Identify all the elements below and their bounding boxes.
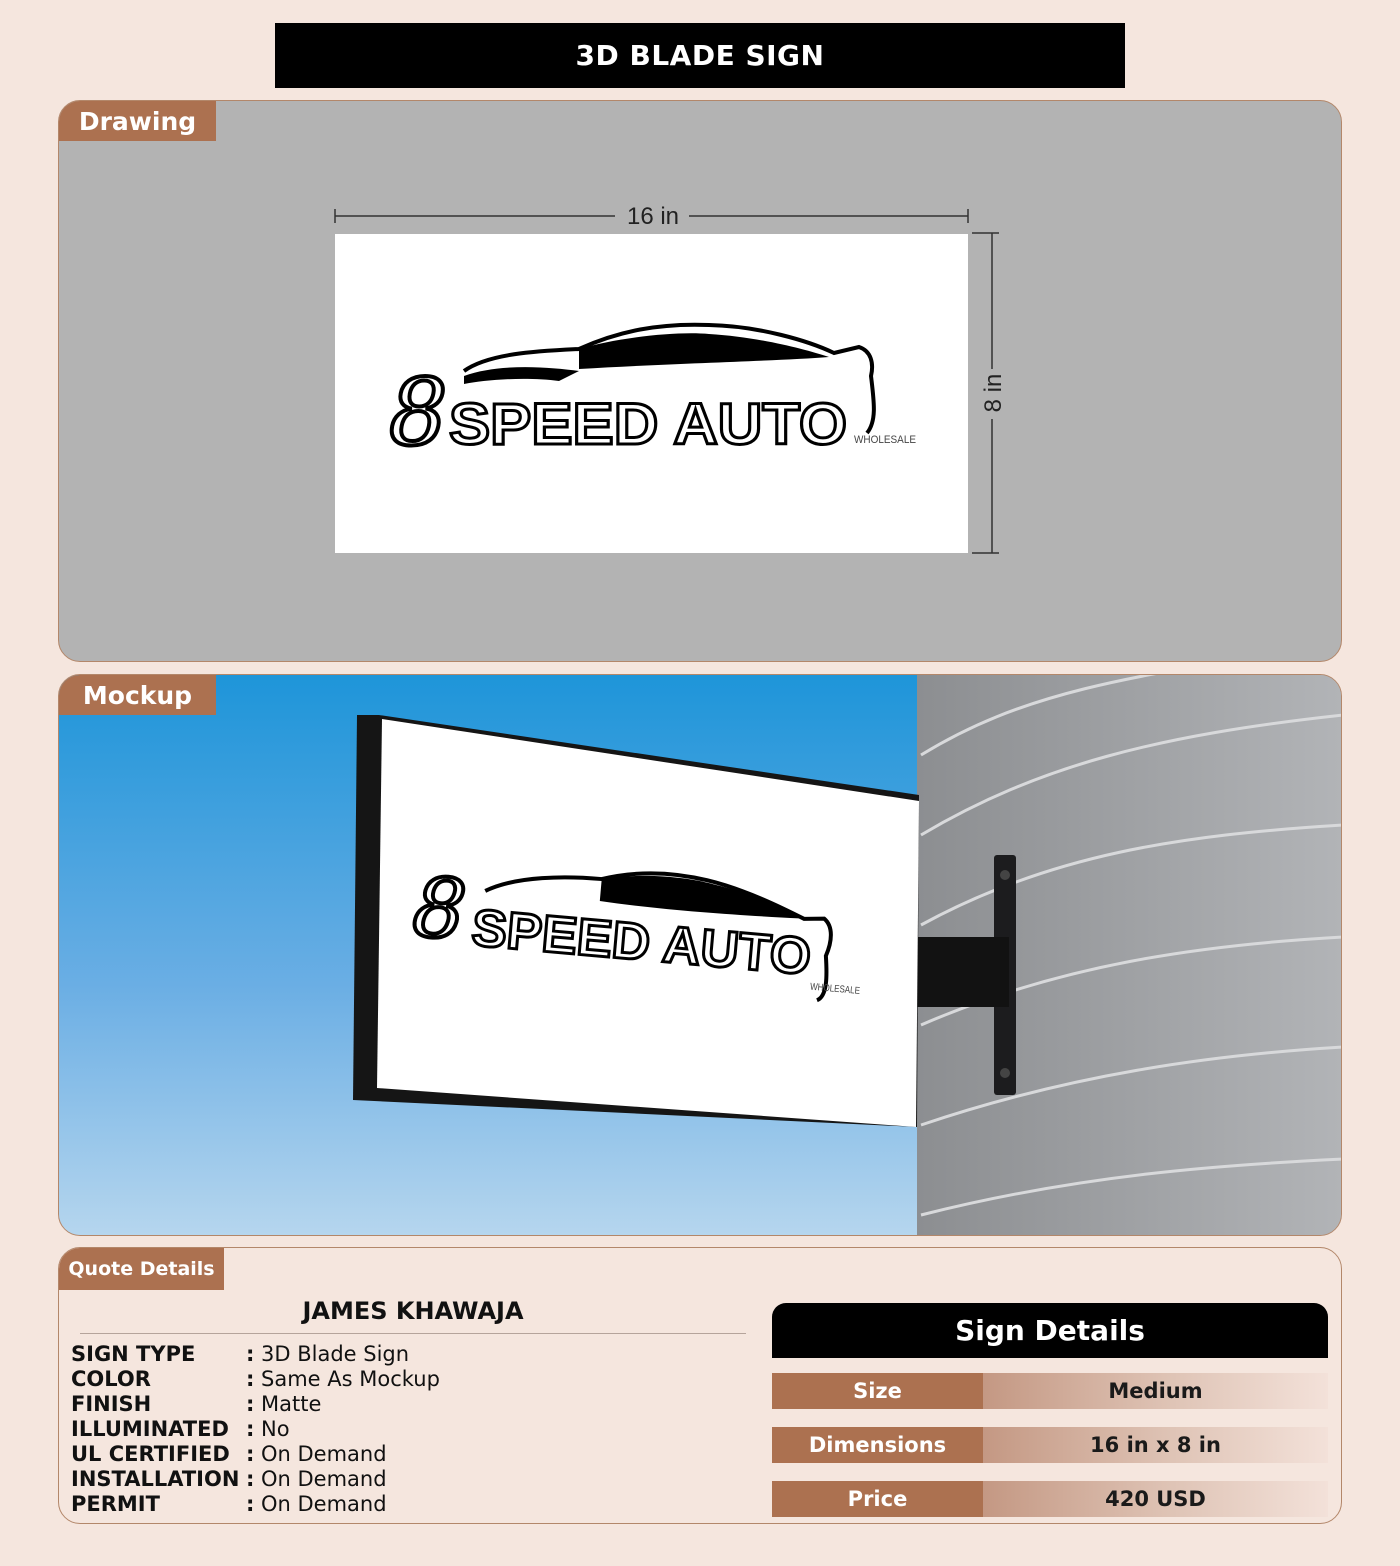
spec-separator: : xyxy=(246,1366,255,1391)
spec-value: On Demand xyxy=(261,1441,387,1466)
mockup-logo-main-text: SPEED AUTO xyxy=(469,899,809,987)
spec-row-installation xyxy=(71,1466,440,1491)
spec-key: COLOR xyxy=(71,1366,151,1391)
spec-row-sign-type xyxy=(71,1341,440,1366)
spec-key: FINISH xyxy=(71,1391,152,1416)
spec-key: ILLUMINATED xyxy=(71,1416,229,1441)
logo-numeral: 8 xyxy=(389,359,448,466)
sign-detail-row-dimensions xyxy=(772,1427,1328,1463)
spec-separator: : xyxy=(246,1341,255,1366)
height-dimension-label: 8 in xyxy=(980,373,1007,413)
drawing-tab-label: Drawing xyxy=(59,101,216,141)
page-title: 3D BLADE SIGN xyxy=(275,23,1125,88)
sign-detail-key: Dimensions xyxy=(772,1427,983,1463)
spec-value: On Demand xyxy=(261,1466,387,1491)
spec-value: Same As Mockup xyxy=(261,1366,440,1391)
spec-key: INSTALLATION xyxy=(71,1466,240,1491)
logo-main-text: SPEED AUTO xyxy=(449,392,847,457)
spec-key: SIGN TYPE xyxy=(71,1341,196,1366)
spec-row-color xyxy=(71,1366,440,1391)
spec-value: No xyxy=(261,1416,290,1441)
spec-separator: : xyxy=(246,1491,255,1516)
spec-key: PERMIT xyxy=(71,1491,160,1516)
sign-detail-key: Price xyxy=(772,1481,983,1517)
spec-value: Matte xyxy=(261,1391,322,1416)
spec-row-illuminated xyxy=(71,1416,440,1441)
mockup-tab-label: Mockup xyxy=(59,675,216,715)
spec-row-ul-certified xyxy=(71,1441,440,1466)
spec-table xyxy=(71,1341,440,1516)
spec-value: On Demand xyxy=(261,1491,387,1516)
mockup-panel xyxy=(58,674,1342,1236)
client-name: JAMES KHAWAJA xyxy=(80,1297,746,1334)
drawing-panel xyxy=(58,100,1342,662)
sign-detail-row-price xyxy=(772,1481,1328,1517)
sign-detail-value: 16 in x 8 in xyxy=(983,1427,1328,1463)
spec-separator: : xyxy=(246,1391,255,1416)
sign-details-header: Sign Details xyxy=(772,1303,1328,1358)
spec-separator: : xyxy=(246,1416,255,1441)
spec-separator: : xyxy=(246,1466,255,1491)
spec-value: 3D Blade Sign xyxy=(261,1341,410,1366)
mockup-logo-sub-text: WHOLESALE xyxy=(809,981,873,999)
logo-sub-text: WHOLESALE xyxy=(854,434,916,446)
mount-bolt-top xyxy=(1000,870,1010,880)
sign-detail-value: Medium xyxy=(983,1373,1328,1409)
drawing-canvas xyxy=(59,101,1342,662)
mount-bolt-bottom xyxy=(1000,1068,1010,1078)
mockup-scene xyxy=(59,675,1342,1236)
width-dimension-label: 16 in xyxy=(626,203,680,230)
quote-tab-label: Quote Details xyxy=(59,1248,224,1290)
sign-detail-value: 420 USD xyxy=(983,1481,1328,1517)
sign-detail-key: Size xyxy=(772,1373,983,1409)
sign-detail-row-size xyxy=(772,1373,1328,1409)
spec-key: UL CERTIFIED xyxy=(71,1441,230,1466)
mockup-logo-numeral: 8 xyxy=(409,859,470,960)
spec-row-finish xyxy=(71,1391,440,1416)
sign-bracket-arm xyxy=(909,937,1009,1007)
spec-row-permit xyxy=(71,1491,440,1516)
spec-separator: : xyxy=(246,1441,255,1466)
